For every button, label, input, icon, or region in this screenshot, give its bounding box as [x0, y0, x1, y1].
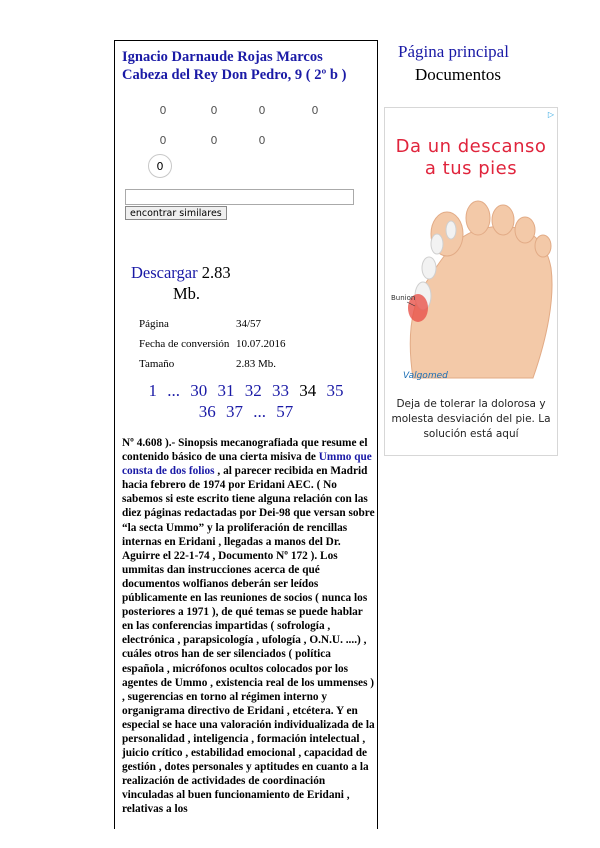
- download-size-value: 2.83: [201, 263, 231, 282]
- download-size-unit: Mb.: [173, 284, 201, 303]
- ad-headline-line: a tus pies: [424, 158, 518, 179]
- ummo-letter-link[interactable]: Ummo que consta de dos folios: [122, 451, 372, 478]
- page-link[interactable]: 30: [190, 381, 208, 400]
- count-badge[interactable]: 0: [148, 154, 172, 178]
- download-link[interactable]: Descargar: [131, 263, 198, 282]
- page-link[interactable]: 31: [217, 381, 235, 400]
- page-link[interactable]: 36: [198, 402, 216, 421]
- meta-key: Página: [139, 318, 169, 330]
- pagination: [115, 381, 377, 401]
- ad-headline-line: Da un descanso: [395, 136, 547, 157]
- current-page: 34: [299, 381, 317, 400]
- find-similar-button[interactable]: encontrar similares: [125, 206, 227, 220]
- author-name: Ignacio Darnaude Rojas Marcos: [122, 49, 323, 65]
- counter-value: 0: [159, 104, 167, 117]
- advertisement[interactable]: [384, 107, 558, 456]
- counter-value: 0: [159, 134, 167, 147]
- page-ellipsis[interactable]: ...: [167, 381, 180, 400]
- nav-documents-link[interactable]: Documentos: [415, 65, 501, 84]
- nav-home-link[interactable]: Página principal: [398, 42, 509, 61]
- page-link[interactable]: 1: [148, 381, 157, 400]
- pagination: [115, 402, 377, 422]
- author-address: Cabeza del Rey Don Pedro, 9 ( 2º b ): [122, 67, 347, 83]
- meta-value: 2.83 Mb.: [236, 358, 277, 370]
- counter-value: 0: [258, 134, 266, 147]
- page-ellipsis[interactable]: ...: [253, 402, 266, 421]
- ad-headline[interactable]: [385, 136, 557, 180]
- counter-value: 0: [258, 104, 266, 117]
- page-link[interactable]: 32: [244, 381, 262, 400]
- author-block: [122, 48, 346, 84]
- body-text: , al parecer recibida en Madrid hacia febrero de 1974 por Eridani AEC. ( No sabemos si este escrito tiene alguna relación con las diez páginas redactadas por Dei-98 que versan sobre “la secta Ummo” y la proliferación de rencillas internas en Eridani , llegadas a manos del Dr. Aguirre el 22-1-74 , Documento Nº 172 ). Los ummitas dan instrucciones acerca de qué documentos wolfianos deberán ser leídos públicamente en las reuniones de socios ( nunca los posteriores a 1971 ), de qué temas se puede hablar en las conferencias impartidas ( sofrología , electrónica , parapsicología , ufología , O.N.U. ....) , cuáles otros han de ser silenciados ( política española , micrófonos ocultos colocados por los agentes de Ummo , existencia real de los ummenses ) , sugerencias en torno al régimen interno y organigrama directivo de Eridani , etcétera. Y en especial se hace una valoración individualizada de la personalidad , inteligencia , formación intelectual , juicio crítico , estabilidad emocional , capacidad de gestión , dotes personales y aptitudes en cuanto a la realización de actividades de coordinación vinculadas al buen funcionamiento de Eridani , relativas a los: [122, 465, 375, 816]
- counter-value: 0: [311, 104, 319, 117]
- ad-image-label: Bunion: [391, 294, 416, 302]
- document-panel: [114, 40, 378, 829]
- ad-brand-logo[interactable]: Valgomed: [403, 371, 448, 381]
- body-text: Nº 4.608 ).- Sinopsis mecanografiada que resume el contenido básico de una cierta misiva de: [122, 437, 368, 464]
- page-link[interactable]: 37: [226, 402, 243, 421]
- document-body: [122, 436, 375, 817]
- counter-value: 0: [210, 134, 218, 147]
- ad-body-text[interactable]: Deja de tolerar la dolorosa y molesta desviación del pie. La solución está aquí: [391, 398, 551, 440]
- page-link[interactable]: 33: [272, 381, 289, 400]
- adchoices-icon[interactable]: ▷: [547, 110, 554, 119]
- search-input[interactable]: [125, 189, 354, 205]
- meta-value: 10.07.2016: [236, 338, 286, 350]
- download-row: [131, 262, 231, 283]
- page-link[interactable]: 35: [326, 381, 344, 400]
- counter-value: 0: [210, 104, 218, 117]
- meta-key: Fecha de conversión: [139, 338, 230, 350]
- foot-image[interactable]: [385, 188, 557, 393]
- meta-key: Tamaño: [139, 358, 175, 370]
- meta-value: 34/57: [236, 318, 262, 330]
- page-link[interactable]: 57: [276, 402, 294, 421]
